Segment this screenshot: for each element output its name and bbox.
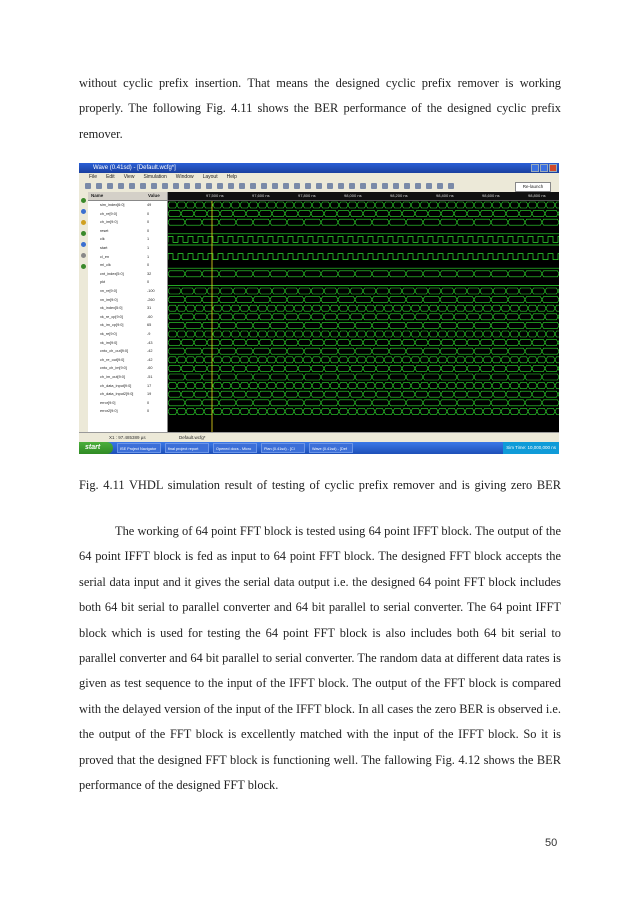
signal-name[interactable]: sim_index[6:0] bbox=[100, 203, 125, 207]
tool-icon[interactable] bbox=[81, 264, 86, 269]
time-tick-label: 98,600 ns bbox=[482, 193, 500, 198]
time-tick-label: 98,200 ns bbox=[390, 193, 408, 198]
signal-value: 1 bbox=[147, 246, 150, 250]
time-ruler bbox=[168, 192, 559, 201]
signal-value: 1 bbox=[147, 237, 150, 242]
signal-name[interactable]: pkt bbox=[100, 280, 106, 285]
signal-name[interactable]: xk_re_cp[9:0] bbox=[100, 314, 123, 319]
signal-value: 0 bbox=[147, 211, 150, 216]
simulation-screenshot bbox=[79, 163, 559, 454]
toolbar-button[interactable] bbox=[162, 183, 168, 189]
toolbar-button[interactable] bbox=[118, 183, 124, 189]
figure-caption: Fig. 4.11 VHDL simulation result of testing of cyclic prefix remover and is giving zero BER bbox=[79, 478, 561, 492]
toolbar-button[interactable] bbox=[272, 183, 278, 189]
signal-name[interactable]: error[9:0] bbox=[100, 400, 116, 405]
toolbar-button[interactable] bbox=[228, 183, 234, 189]
signal-value: 49 bbox=[147, 203, 152, 207]
signal-value: 1 bbox=[147, 254, 150, 259]
system-tray-clock: Sim Time: 10,000,000 ns bbox=[503, 442, 559, 454]
body-paragraph: The working of 64 point FFT block is tested using 64 point IFFT block. The output of the 64 point IFFT block is fed as input to 64 point FFT block. The designed FFT block accepts the serial data input and it gives the serial data output i.e. the designed 64 point FFT block includes both 64 bit serial to parallel converter and 64 bit parallel to serial converter. The 64 point IFFT block which is used for testing the 64 point FFT block is also includes both 64 bit serial to parallel converter and 64 bit parallel to serial converter. The random data at different data rates is given as test sequence to the input of the IFFT block. The output of the FFT block is compared with the delayed version of the input of the IFFT block. In all cases the zero BER is observed i.e. the output of the FFT block is excellently matched with the input of the IFFT block. So it is proved that the designed FFT block is functioning well. The fallowing Fig. 4.12 shows the BER performance of the designed FFT block. bbox=[79, 524, 561, 793]
signal-name[interactable]: error2[9:0] bbox=[100, 409, 118, 414]
toolbar-button[interactable] bbox=[283, 183, 289, 189]
cursor-readout: X1 : 97.485389 µs bbox=[109, 435, 146, 440]
signal-value: 0 bbox=[147, 228, 150, 233]
signal-value: 17 bbox=[147, 383, 152, 388]
signal-name[interactable]: ch_re[9:0] bbox=[100, 211, 117, 216]
toolbar-button[interactable] bbox=[437, 183, 443, 189]
menu-item-window[interactable]: Window bbox=[175, 174, 194, 180]
waveform-svg bbox=[168, 192, 559, 432]
signal-value: 0 bbox=[147, 280, 150, 285]
names-header: Name bbox=[88, 192, 145, 201]
signal-value: -100 bbox=[147, 289, 155, 293]
tool-icon[interactable] bbox=[81, 198, 86, 203]
toolbar-button[interactable] bbox=[415, 183, 421, 189]
window-controls bbox=[531, 164, 557, 172]
signal-value: 0 bbox=[147, 409, 150, 414]
signal-name[interactable]: ch_data_input2[9:0] bbox=[100, 392, 134, 397]
tool-icon[interactable] bbox=[81, 209, 86, 214]
signal-value: 0 bbox=[147, 400, 150, 405]
toolbar-button[interactable] bbox=[393, 183, 399, 189]
toolbar-button[interactable] bbox=[426, 183, 432, 189]
taskbar bbox=[79, 442, 559, 454]
bus-trace bbox=[168, 202, 559, 208]
menu-item-edit[interactable]: Edit bbox=[106, 174, 115, 180]
toolbar-button[interactable] bbox=[382, 183, 388, 189]
signal-name[interactable]: cnt_index[5:0] bbox=[100, 271, 124, 276]
taskbar-item[interactable]: final project report bbox=[165, 443, 209, 453]
signal-value: -42 bbox=[147, 349, 153, 354]
menu-item-file[interactable]: File bbox=[89, 174, 98, 180]
toolbar-button[interactable] bbox=[448, 183, 454, 189]
toolbar-button[interactable] bbox=[349, 183, 355, 189]
toolbar-button[interactable] bbox=[261, 183, 267, 189]
signal-name[interactable]: cnto_ch_im[9:0] bbox=[100, 366, 127, 371]
signal-name[interactable]: xn_im[9:0] bbox=[100, 297, 118, 302]
toolbar-button[interactable] bbox=[250, 183, 256, 189]
bus-trace bbox=[168, 340, 559, 346]
bus-trace bbox=[168, 297, 559, 303]
bus-trace bbox=[168, 271, 559, 277]
signal-name[interactable]: cnto_ch_out[9:0] bbox=[100, 349, 129, 354]
time-tick-label: 97,800 ns bbox=[298, 193, 316, 198]
signal-name[interactable]: clk bbox=[100, 237, 105, 242]
signal-value: 31 bbox=[147, 306, 152, 311]
body-paragraph: without cyclic prefix insertion. That means the designed cyclic prefix remover is working properly. The following Fig. 4.11 shows the BER performance of the designed cyclic prefix remover. bbox=[79, 76, 561, 141]
time-tick-label: 98,400 ns bbox=[436, 193, 454, 198]
taskbar-item[interactable]: Opened docs - Micro bbox=[213, 443, 257, 453]
tool-icon[interactable] bbox=[81, 231, 86, 236]
close-icon[interactable] bbox=[549, 164, 557, 172]
signal-name[interactable]: start bbox=[100, 246, 108, 250]
clock-trace bbox=[168, 254, 559, 260]
bus-trace bbox=[168, 211, 559, 217]
signal-value: 19 bbox=[147, 392, 152, 397]
signal-value: -60 bbox=[147, 366, 153, 371]
signal-name[interactable]: ch_im[9:0] bbox=[100, 220, 118, 225]
menu-item-help[interactable]: Help bbox=[226, 174, 237, 180]
time-tick-label: 97,500 ns bbox=[206, 193, 224, 198]
minimize-icon[interactable] bbox=[531, 164, 539, 172]
signal-name[interactable]: ch_re_out[9:0] bbox=[100, 357, 125, 362]
signal-value: -60 bbox=[147, 314, 153, 319]
signal-name[interactable]: cl_en bbox=[100, 254, 110, 259]
signal-name[interactable]: ml_clk bbox=[100, 263, 111, 268]
bus-trace bbox=[168, 305, 559, 311]
signal-value: 65 bbox=[147, 323, 152, 328]
left-toolstrip bbox=[79, 192, 88, 432]
signal-name[interactable]: ch_im_out[9:0] bbox=[100, 375, 125, 379]
signal-value: -42 bbox=[147, 357, 153, 362]
taskbar-item[interactable]: ISE Project Navigator bbox=[117, 443, 161, 453]
toolbar-button[interactable] bbox=[217, 183, 223, 189]
waveform-area[interactable] bbox=[168, 192, 559, 432]
taskbar-item[interactable]: Wave (0.41sd) - [Def bbox=[309, 443, 353, 453]
time-tick-label: 98,800 ns bbox=[528, 193, 546, 198]
tool-icon[interactable] bbox=[81, 242, 86, 247]
bus-trace bbox=[168, 365, 559, 371]
time-tick-label: 98,000 ns bbox=[344, 193, 362, 198]
window-title: Wave (0.41sd) - [Default.wcfg*] bbox=[79, 163, 559, 173]
bus-trace bbox=[168, 408, 559, 414]
taskbar-item[interactable]: Plan (0.41sd) - [Cl bbox=[261, 443, 305, 453]
bus-trace bbox=[168, 391, 559, 397]
signal-name[interactable]: reset bbox=[100, 228, 109, 233]
menu-item-view[interactable]: View bbox=[123, 174, 135, 180]
toolbar-button[interactable] bbox=[316, 183, 322, 189]
bus-trace bbox=[168, 374, 559, 380]
signal-name[interactable]: xk_im[9:0] bbox=[100, 340, 118, 345]
menu-item-layout[interactable]: Layout bbox=[202, 174, 218, 180]
toolbar-button[interactable] bbox=[206, 183, 212, 189]
toolbar-button[interactable] bbox=[96, 183, 102, 189]
signal-value: -9 bbox=[147, 332, 151, 336]
bus-trace bbox=[168, 348, 559, 354]
toolbar-button[interactable] bbox=[140, 183, 146, 189]
signal-name[interactable]: xk_im_cp[9:0] bbox=[100, 323, 124, 328]
toolbar-button[interactable] bbox=[239, 183, 245, 189]
bus-trace bbox=[168, 219, 559, 225]
toolbar-button[interactable] bbox=[129, 183, 135, 189]
signal-name[interactable]: xk_re[9:0] bbox=[100, 332, 117, 336]
page-number: 50 bbox=[545, 837, 558, 849]
values-header: Value bbox=[145, 192, 167, 201]
tool-icon[interactable] bbox=[81, 253, 86, 258]
signal-value-panel bbox=[145, 192, 168, 432]
start-button[interactable]: start bbox=[79, 442, 113, 454]
toolbar-button[interactable] bbox=[151, 183, 157, 189]
bus-trace bbox=[168, 288, 559, 294]
bus-trace bbox=[168, 383, 559, 389]
toolbar-button[interactable] bbox=[338, 183, 344, 189]
bus-trace bbox=[168, 400, 559, 406]
signal-name-panel bbox=[88, 192, 146, 432]
toolbar-button[interactable] bbox=[107, 183, 113, 189]
toolbar-button[interactable] bbox=[195, 183, 201, 189]
toolbar-button[interactable] bbox=[85, 183, 91, 189]
relaunch-button[interactable]: Re-launch bbox=[515, 182, 551, 192]
toolbar-button[interactable] bbox=[294, 183, 300, 189]
bus-trace bbox=[168, 331, 559, 337]
signal-name[interactable]: xn_re[9:0] bbox=[100, 289, 117, 293]
toolbar-button[interactable] bbox=[360, 183, 366, 189]
signal-value: 0 bbox=[147, 220, 150, 225]
signal-value: -260 bbox=[147, 297, 155, 302]
tool-icon[interactable] bbox=[81, 220, 86, 225]
signal-value: -51 bbox=[147, 375, 153, 379]
menu-item-simulation[interactable]: Simulation bbox=[143, 174, 167, 180]
toolbar-button[interactable] bbox=[173, 183, 179, 189]
toolbar-button[interactable] bbox=[404, 183, 410, 189]
signal-value: 0 bbox=[147, 263, 150, 268]
toolbar-button[interactable] bbox=[305, 183, 311, 189]
signal-name[interactable]: xk_index[5:0] bbox=[100, 306, 123, 311]
clock-trace bbox=[168, 236, 559, 242]
toolbar-button[interactable] bbox=[327, 183, 333, 189]
status-text: Default.wcfg* bbox=[179, 435, 206, 440]
menu-bar bbox=[79, 173, 559, 181]
signal-value: 32 bbox=[147, 271, 152, 276]
toolbar-button[interactable] bbox=[371, 183, 377, 189]
toolbar-button[interactable] bbox=[184, 183, 190, 189]
time-tick-label: 97,600 ns bbox=[252, 193, 270, 198]
bus-trace bbox=[168, 357, 559, 363]
signal-name[interactable]: ch_data_input[9:0] bbox=[100, 383, 132, 388]
maximize-icon[interactable] bbox=[540, 164, 548, 172]
signal-value: -43 bbox=[147, 340, 153, 345]
bus-trace bbox=[168, 322, 559, 328]
bus-trace bbox=[168, 314, 559, 320]
